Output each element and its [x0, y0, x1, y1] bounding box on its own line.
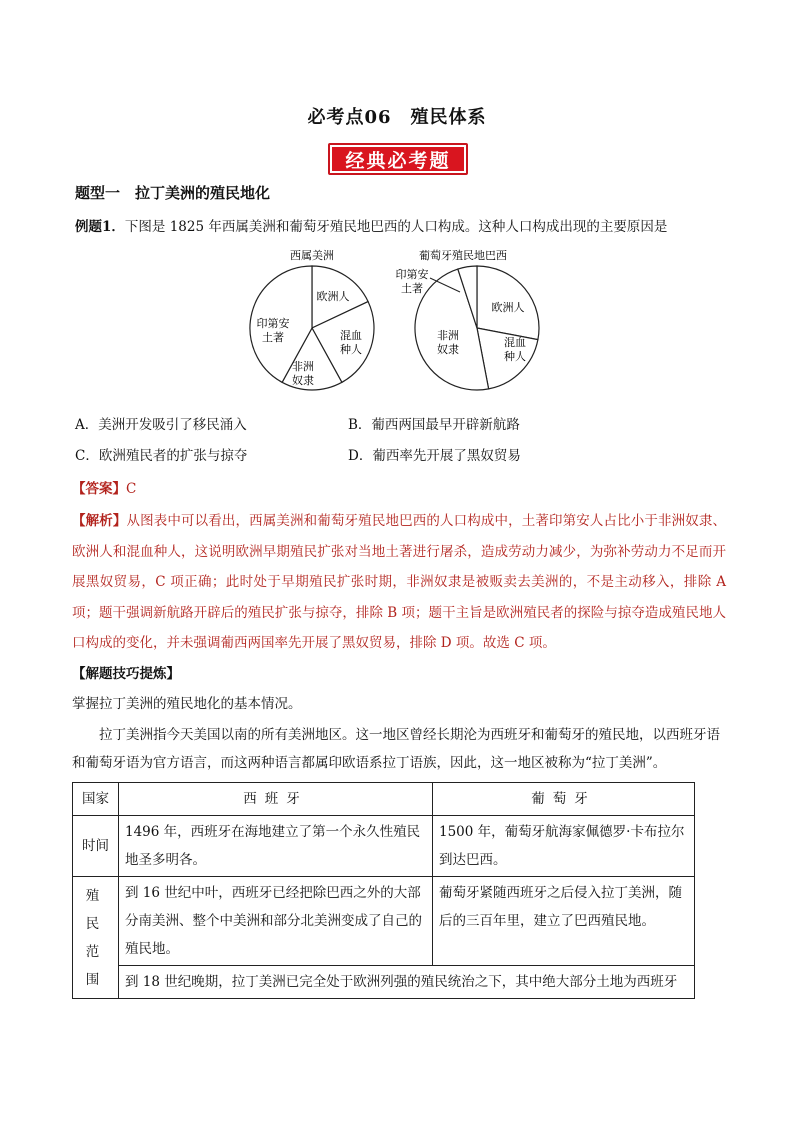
right-label-indian-1: 印第安: [395, 269, 429, 281]
right-label-mixed-1: 混血: [504, 337, 526, 349]
left-label-europe: 欧洲人: [316, 291, 350, 303]
left-label-africa-2: 奴隶: [292, 375, 314, 387]
row-label-scope: 殖民范围: [73, 877, 119, 999]
tips-line: 掌握拉丁美洲的殖民地化的基本情况。: [72, 696, 302, 712]
table-header-row: [73, 783, 695, 816]
table-row: [73, 966, 695, 999]
left-label-indian-2: 土著: [262, 332, 284, 344]
answer-line: [72, 477, 136, 497]
cell-portugal-time: 1500 年，葡萄牙航海家佩德罗·卡布拉尔到达巴西。: [433, 816, 695, 877]
cell-portugal-scope: 葡萄牙紧随西班牙之后侵入拉丁美洲，随后的三百年里，建立了巴西殖民地。: [433, 877, 695, 966]
table-row: [73, 877, 695, 966]
right-label-europe: 欧洲人: [491, 302, 525, 314]
right-label-africa-1: 非洲: [437, 330, 459, 342]
answer-value: C: [126, 481, 137, 497]
cell-merged-18th-century: 到 18 世纪晚期，拉丁美洲已完全处于欧洲列强的殖民统治之下，其中绝大部分土地为西班牙: [119, 966, 695, 999]
latin-america-paragraph: 拉丁美洲指今天美国以南的所有美洲地区。这一地区曾经长期沦为西班牙和葡萄牙的殖民地，以西班牙语和葡萄牙语为官方语言，而这两种语言都属印欧语系拉丁语族，因此，这一地区被称为“拉丁美洲”。: [72, 727, 720, 771]
cell-spain-time: 1496 年，西班牙在海地建立了第一个永久性殖民地圣多明各。: [119, 816, 433, 877]
right-chart-title: 葡萄牙殖民地巴西: [419, 250, 507, 262]
option-d[interactable]: D．葡西率先开展了黑奴贸易: [348, 448, 521, 464]
pie-charts-figure: [240, 245, 560, 395]
classic-exam-banner: [328, 143, 468, 175]
option-b[interactable]: B．葡西两国最早开辟新航路: [348, 417, 520, 433]
right-label-africa-2: 奴隶: [437, 344, 459, 356]
table-header-spain: 西班牙: [119, 783, 433, 816]
page-title: 必考点06 殖民体系: [307, 107, 487, 128]
left-label-mixed-2: 种人: [340, 344, 362, 356]
question-text: 下图是 1825 年西属美洲和葡萄牙殖民地巴西的人口构成。这种人口构成出现的主要原因是: [124, 219, 668, 235]
left-chart-title: 西属美洲: [290, 250, 334, 262]
question-stem: [75, 215, 725, 235]
banner-text: 经典必考题: [332, 147, 464, 171]
analysis-text: 从图表中可以看出，西属美洲和葡萄牙殖民地巴西的人口构成中，土著印第安人占比小于非洲奴隶、欧洲人和混血种人，这说明欧洲早期殖民扩张对当地土著进行屠杀，造成劳动力减少，为弥补劳动力不足而开展黑奴贸易，C 项正确；此时处于早期殖民扩张时期，非洲奴隶是被贩卖去美洲的，不是主动移入，排除 A 项；题干强调新航路开辟后的殖民扩张与掠夺，排除 B 项；题干主旨是欧洲殖民者的探险与掠夺造成殖民地人口构成的变化，并未强调葡西两国率先开展了黑奴贸易，排除 D 项。故选 C 项。: [72, 513, 727, 651]
cell-spain-scope: 到 16 世纪中叶，西班牙已经把除巴西之外的大部分南美洲、整个中美洲和部分北美洲变成了自己的殖民地。: [119, 877, 433, 966]
analysis-tag: 【解析】: [72, 513, 127, 529]
right-pie: [415, 266, 539, 390]
colonization-table: [72, 782, 695, 999]
option-a[interactable]: A．美洲开发吸引了移民涌入: [75, 417, 247, 433]
table-row: [73, 816, 695, 877]
answer-tag: 【答案】: [72, 481, 126, 497]
table-header-country: 国家: [73, 783, 119, 816]
analysis-block: [72, 506, 726, 659]
option-c[interactable]: C．欧洲殖民者的扩张与掠夺: [75, 448, 248, 464]
row-label-time: 时间: [73, 816, 119, 877]
table-header-portugal: 葡萄牙: [433, 783, 695, 816]
left-label-indian-1: 印第安: [256, 318, 290, 330]
question-label: 例题1．: [75, 219, 125, 235]
right-label-indian-2: 土著: [401, 283, 423, 295]
right-label-mixed-2: 种人: [504, 351, 526, 363]
left-label-africa-1: 非洲: [292, 361, 314, 373]
section-heading: 题型一 拉丁美洲的殖民地化: [75, 184, 271, 202]
tips-heading: 【解题技巧提炼】: [72, 666, 180, 682]
left-label-mixed-1: 混血: [340, 330, 362, 342]
